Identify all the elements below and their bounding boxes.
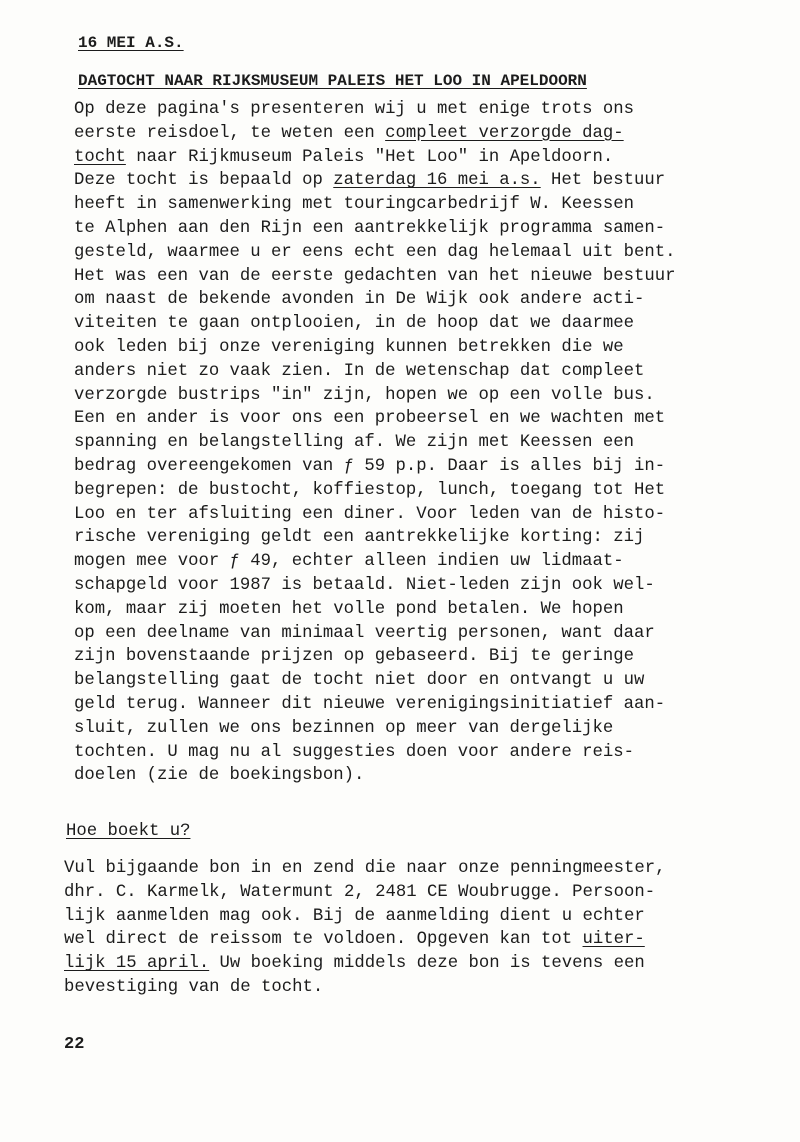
- text-line: begrepen: de bustocht, koffiestop, lunch, toegang tot Het: [74, 480, 666, 500]
- text-line: schapgeld voor 1987 is betaald. Niet-leden zijn ook wel-: [74, 575, 655, 595]
- text-line: viteiten te gaan ontplooien, in de hoop dat we daarmee: [74, 314, 635, 334]
- text-line: te Alphen aan den Rijn een aantrekkelijk programma samen-: [74, 218, 666, 238]
- text-line: wel direct de reissom te voldoen. Opgeven kan tot uiter-: [64, 930, 645, 950]
- date-heading: 16 MEI A.S.: [78, 34, 184, 52]
- underlined-phrase: tocht: [74, 147, 126, 167]
- text-line: Deze tocht is bepaald op zaterdag 16 mei a.s. Het bestuur: [74, 171, 666, 191]
- text-line: gesteld, waarmee u er eens echt een dag helemaal uit bent.: [74, 242, 676, 262]
- text-line: lijk aanmelden mag ook. Bij de aanmelding dient u echter: [64, 906, 645, 926]
- text-line: spanning en belangstelling af. We zijn met Keessen een: [74, 433, 635, 453]
- text-line: mogen mee voor ƒ 49, echter alleen indien uw lidmaat-: [74, 552, 624, 572]
- text-line: doelen (zie de boekingsbon).: [74, 766, 365, 786]
- text-line: op een deelname van minimaal veertig personen, want daar: [74, 623, 655, 643]
- text-line: geld terug. Wanneer dit nieuwe verenigingsinitiatief aan-: [74, 694, 666, 714]
- booking-paragraph: [64, 857, 764, 1000]
- text-line: zijn bovenstaande prijzen op gebaseerd. Bij te geringe: [74, 647, 635, 667]
- article-title: DAGTOCHT NAAR RIJKSMUSEUM PALEIS HET LOO IN APELDOORN: [78, 72, 587, 90]
- text-line: rische vereniging geldt een aantrekkelijke korting: zij: [74, 528, 645, 548]
- text-line: ook leden bij onze vereniging kunnen betrekken die we: [74, 337, 624, 357]
- text-line: Vul bijgaande bon in en zend die naar onze penningmeester,: [64, 859, 666, 878]
- text-line: bevestiging van de tocht.: [64, 977, 324, 997]
- text-line: Een en ander is voor ons een probeersel en we wachten met: [74, 409, 666, 429]
- underlined-deadline: uiter-: [582, 930, 645, 950]
- text-line: dhr. C. Karmelk, Watermunt 2, 2481 CE Woubrugge. Persoon-: [64, 882, 656, 902]
- text-line: eerste reisdoel, te weten een compleet verzorgde dag-: [74, 123, 624, 143]
- text-line: tocht naar Rijkmuseum Paleis "Het Loo" in Apeldoorn.: [74, 147, 614, 167]
- text-line: anders niet zo vaak zien. In de wetenschap dat compleet: [74, 361, 645, 381]
- text-line: lijk 15 april. Uw boeking middels deze bon is tevens een: [64, 954, 645, 974]
- underlined-date: zaterdag 16 mei a.s.: [333, 171, 541, 191]
- text-line: belangstelling gaat de tocht niet door en ontvangt u uw: [74, 671, 645, 691]
- text-line: heeft in samenwerking met touringcarbedrijf W. Keessen: [74, 195, 635, 215]
- text-line: kom, maar zij moeten het volle pond betalen. We hopen: [74, 599, 624, 619]
- text-line: bedrag overeengekomen van ƒ 59 p.p. Daar is alles bij in-: [74, 456, 666, 476]
- underlined-deadline: lijk 15 april.: [64, 954, 210, 974]
- text-line: om naast de bekende avonden in De Wijk ook andere acti-: [74, 290, 645, 310]
- booking-heading: Hoe boekt u?: [66, 822, 191, 841]
- intro-paragraph: [74, 98, 774, 788]
- text-line: verzorgde bustrips "in" zijn, hopen we op een volle bus.: [74, 385, 655, 405]
- text-line: sluit, zullen we ons bezinnen op meer van dergelijke: [74, 718, 614, 738]
- text-line: Op deze pagina's presenteren wij u met enige trots ons: [74, 100, 635, 119]
- text-line: Het was een van de eerste gedachten van het nieuwe bestuur: [74, 266, 676, 286]
- text-line: tochten. U mag nu al suggesties doen voor andere reis-: [74, 742, 635, 762]
- text-line: Loo en ter afsluiting een diner. Voor leden van de histo-: [74, 504, 666, 524]
- page-number: 22: [64, 1035, 85, 1054]
- underlined-phrase: compleet verzorgde dag-: [385, 123, 624, 143]
